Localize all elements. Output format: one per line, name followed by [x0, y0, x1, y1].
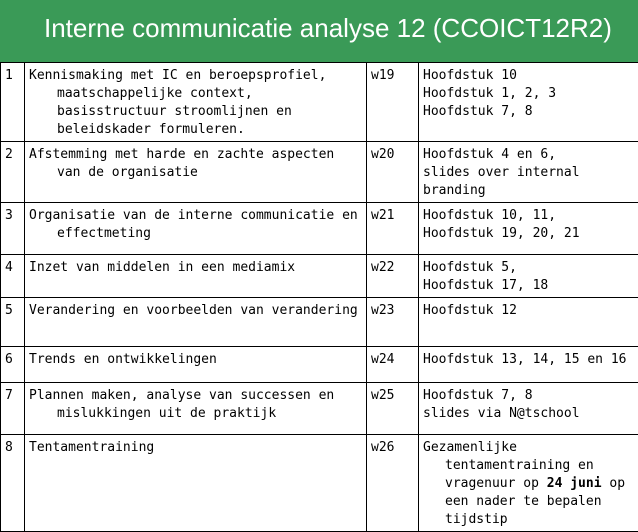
row-number: 2: [1, 142, 25, 203]
topic-text: Organisatie van de interne communicatie en effectmeting: [29, 207, 362, 243]
table-row: [1, 63, 638, 142]
topic-cell: [25, 435, 367, 532]
title-banner: [0, 0, 638, 62]
table-row: [1, 203, 638, 255]
table-row: [1, 383, 638, 435]
chapter-line: Hoofdstuk 7, 8: [423, 103, 634, 121]
week-cell: w19: [367, 63, 419, 142]
row-number: 8: [1, 435, 25, 532]
topic-cell: [25, 383, 367, 435]
row-number: 7: [1, 383, 25, 435]
table-row: [1, 347, 638, 383]
week-cell: w23: [367, 298, 419, 347]
topic-cell: [25, 63, 367, 142]
chapters-cell: [419, 142, 638, 203]
topic-text: Trends en ontwikkelingen: [29, 351, 362, 369]
chapter-line: Hoofdstuk 13, 14, 15 en 16: [423, 351, 634, 369]
topic-text: Kennismaking met IC en beroepsprofiel, maatschappelijke context, basisstructuur stroomlijnen en beleidskader formuleren.: [29, 67, 362, 139]
chapters-cell: [419, 298, 638, 347]
topic-cell: [25, 255, 367, 298]
topic-cell: [25, 203, 367, 255]
row-number: 5: [1, 298, 25, 347]
chapter-line: Hoofdstuk 10, 11,: [423, 207, 634, 225]
chapter-line: Hoofdstuk 5,: [423, 259, 634, 277]
week-cell: w25: [367, 383, 419, 435]
chapter-line: Hoofdstuk 12: [423, 302, 634, 320]
week-cell: w21: [367, 203, 419, 255]
topic-cell: [25, 347, 367, 383]
table-row: [1, 142, 638, 203]
topic-cell: [25, 298, 367, 347]
row-number: 4: [1, 255, 25, 298]
final-note-text: op een nader te bepalen tijdstip: [445, 476, 625, 527]
table-row: [1, 298, 638, 347]
final-note-cell: [419, 435, 638, 532]
week-cell: w26: [367, 435, 419, 532]
week-cell: w24: [367, 347, 419, 383]
week-cell: w20: [367, 142, 419, 203]
chapters-cell: [419, 347, 638, 383]
chapter-line: Hoofdstuk 4 en 6,: [423, 146, 634, 164]
topic-cell: [25, 142, 367, 203]
chapters-cell: [419, 255, 638, 298]
week-cell: w22: [367, 255, 419, 298]
page-title: Interne communicatie analyse 12 (CCOICT12R2): [44, 13, 612, 44]
schedule-table: [0, 62, 638, 532]
table-row: [1, 435, 638, 532]
row-number: 6: [1, 347, 25, 383]
topic-text: Afstemming met harde en zachte aspecten van de organisatie: [29, 146, 362, 182]
chapter-line: Hoofdstuk 19, 20, 21: [423, 225, 634, 243]
chapter-line: Hoofdstuk 10: [423, 67, 634, 85]
topic-text: Plannen maken, analyse van successen en mislukkingen uit de praktijk: [29, 387, 362, 423]
exam-date: 24 juni: [547, 476, 602, 491]
topic-text: Verandering en voorbeelden van verandering: [29, 302, 362, 320]
chapter-line: Hoofdstuk 17, 18: [423, 277, 634, 295]
chapters-cell: [419, 383, 638, 435]
chapter-line: Hoofdstuk 1, 2, 3: [423, 85, 634, 103]
chapter-line: slides via N@tschool: [423, 405, 634, 423]
row-number: 1: [1, 63, 25, 142]
topic-text: Inzet van middelen in een mediamix: [29, 259, 362, 277]
topic-text: Tentamentraining: [29, 439, 362, 457]
chapters-cell: [419, 63, 638, 142]
table-row: [1, 255, 638, 298]
final-note-text: Gezamenlijke tentamentraining en vragenuur op: [423, 440, 594, 491]
row-number: 3: [1, 203, 25, 255]
chapters-cell: [419, 203, 638, 255]
chapter-line: slides over internal branding: [423, 164, 634, 200]
chapter-line: Hoofdstuk 7, 8: [423, 387, 634, 405]
